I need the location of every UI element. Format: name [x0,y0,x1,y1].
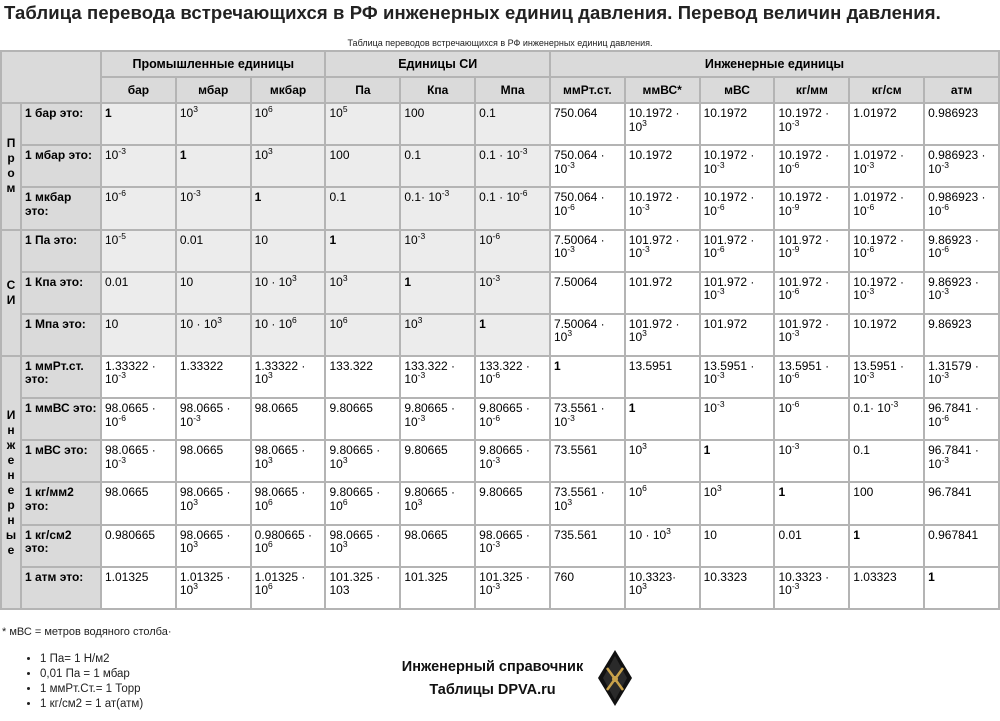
unit-header: бар [102,78,175,102]
table-cell: $101.972 \cdot 10^{-3}$ [701,273,774,313]
table-cell: 1 [775,483,848,523]
note-item: • 1 Па= 1 Н/м2 [40,652,143,667]
table-cell: $10.1972 \cdot 10^{-6}$ [701,188,774,228]
table-cell: $10 \cdot 10^3$ [177,315,250,355]
table-cell: 98.0665 [177,441,250,481]
table-cell: $10.1972 \cdot 10^{-3}$ [701,146,774,186]
table-cell: $0.1 \cdot 10^{-3}$ [476,146,549,186]
table-cell: $13.5951 \cdot 10^{-6}$ [775,357,848,397]
brand-block [370,656,615,702]
table-cell: 10 [102,315,175,355]
table-cell: $9.80665 \cdot 10^{-3}$ [401,399,474,439]
table-row [2,526,998,566]
table-cell: $10^{-6}$ [476,231,549,271]
table-cell: 1.33322 [177,357,250,397]
table-cell: $9.86923 \cdot 10^{-3}$ [925,273,998,313]
table-cell: $10 \cdot 10^3$ [626,526,699,566]
row-label: 1 бар это: [22,104,100,144]
unit-header: Мпа [476,78,549,102]
pressure-conversion-table [0,50,1000,610]
unit-header: Па [326,78,399,102]
table-cell: $133.322 \cdot 10^{-3}$ [401,357,474,397]
table-cell: 10 [252,231,325,271]
table-cell: $1.01972 \cdot 10^{-3}$ [850,146,923,186]
table-cell: 750.064 [551,104,624,144]
table-cell: 9.80665 [401,441,474,481]
row-label: 1 Мпа это: [22,315,100,355]
table-cell: 73.5561 [551,441,624,481]
table-cell: $10.3323\cdot 10^3$ [626,568,699,608]
table-cell: $0.986923 \cdot 10^{-6}$ [925,188,998,228]
table-cell: $10^6$ [326,315,399,355]
table-row [2,399,998,439]
table-cell: $10^{-5}$ [102,231,175,271]
table-cell: $10^3$ [252,146,325,186]
row-label: 1 Кпа это: [22,273,100,313]
table-cell: 0.01 [775,526,848,566]
table-cell: $0.980665 \cdot 10^6$ [252,526,325,566]
table-cell: 0.986923 [925,104,998,144]
table-cell: $98.0665 \cdot 10^3$ [326,526,399,566]
table-cell: 10.1972 [701,104,774,144]
unit-header-row [2,78,998,102]
row-label: 1 Па это: [22,231,100,271]
table-cell: $133.322 \cdot 10^{-6}$ [476,357,549,397]
table-cell: $10^3$ [701,483,774,523]
table-cell: $101.972 \cdot 10^{-9}$ [775,231,848,271]
page-title: Таблица перевода встречающихся в РФ инженерных единиц давления. Перевод величин давления. [4,2,941,23]
table-cell: $10^5$ [326,104,399,144]
table-cell: 10.3323 [701,568,774,608]
row-label: 1 ммРт.ст. это: [22,357,100,397]
table-cell: 10.1972 [626,146,699,186]
row-label: 1 мбар это: [22,146,100,186]
table-cell: 100 [850,483,923,523]
table-cell: 100 [326,146,399,186]
table-cell: 0.01 [102,273,175,313]
notes-list [22,652,143,712]
table-cell: 0.1 [326,188,399,228]
row-label: 1 атм это: [22,568,100,608]
group-header: Единицы СИ [326,52,548,76]
table-caption: Таблица переводов встречающихся в РФ инженерных единиц давления. [347,38,653,48]
unit-header: кг/мм [775,78,848,102]
table-cell: 1 [252,188,325,228]
table-cell: 10 [177,273,250,313]
table-cell: $9.80665 \cdot 10^6$ [326,483,399,523]
unit-header: Кпа [401,78,474,102]
note-item: • 0,01 Па = 1 мбар [40,667,143,682]
table-cell: $73.5561 \cdot 10^{-3}$ [551,399,624,439]
table-cell: $10.3323 \cdot 10^{-3}$ [775,568,848,608]
table-cell: $10.1972 \cdot 10^{-3}$ [775,104,848,144]
section-label: И н ж е н е р н ы е [2,357,20,608]
footnote: * мВС = метров водяного столба· [2,626,172,638]
table-cell: $1.31579 \cdot 10^{-3}$ [925,357,998,397]
table-row [2,357,998,397]
table-cell: 9.80665 [326,399,399,439]
table-cell: 1 [177,146,250,186]
table-cell: $98.0665 \cdot 10^3$ [177,483,250,523]
table-cell: 9.80665 [476,483,549,523]
section-label: С И [2,231,20,355]
table-row [2,146,998,186]
table-cell: $9.80665 \cdot 10^3$ [326,441,399,481]
table-row [2,315,998,355]
table-cell: $10^{-3}$ [177,188,250,228]
table-cell: $10^3$ [177,104,250,144]
table-cell: $750.064 \cdot 10^{-6}$ [551,188,624,228]
note-item: • 1 ммРт.Ст.= 1 Торр [40,682,143,697]
table-cell: $13.5951 \cdot 10^{-3}$ [850,357,923,397]
table-cell: $1.01325 \cdot 10^6$ [252,568,325,608]
table-cell: $101.325 \cdot 10^{-3}$ [476,568,549,608]
table-cell: 0.01 [177,231,250,271]
row-label: 1 мкбар это: [22,188,100,228]
table-cell: $101.972 \cdot 10^3$ [626,315,699,355]
unit-header: кг/см [850,78,923,102]
table-cell: $7.50064 \cdot 10^3$ [551,315,624,355]
table-row [2,188,998,228]
table-cell: $10.1972 \cdot 10^{-6}$ [775,146,848,186]
table-cell: $1.33322 \cdot 10^{-3}$ [102,357,175,397]
table-cell: $98.0665 \cdot 10^3$ [252,441,325,481]
table-cell: 1 [326,231,399,271]
table-cell: $73.5561 \cdot 10^3$ [551,483,624,523]
table-cell: 98.0665 [401,526,474,566]
table-cell: 1.03323 [850,568,923,608]
table-cell: $101.972 \cdot 10^{-6}$ [701,231,774,271]
table-cell: 101.325 [401,568,474,608]
table-cell: 0.1 [476,104,549,144]
unit-header: ммРт.ст. [551,78,624,102]
corner-cell [2,52,100,102]
table-cell: $10^6$ [626,483,699,523]
unit-header: мкбар [252,78,325,102]
table-cell: $98.0665 \cdot 10^{-3}$ [476,526,549,566]
table-cell: $101.972 \cdot 10^{-6}$ [775,273,848,313]
table-cell: $9.80665 \cdot 10^3$ [401,483,474,523]
dpva-logo-icon [598,650,632,706]
table-cell: 1 [102,104,175,144]
row-label: 1 мВС это: [22,441,100,481]
table-cell: 1 [476,315,549,355]
table-cell: 1 [626,399,699,439]
table-cell: 1 [401,273,474,313]
table-cell: $10^{-3}$ [401,231,474,271]
table-cell: $10^3$ [401,315,474,355]
brand-line-2: Таблицы DPVA.ru [429,682,556,698]
table-row [2,273,998,313]
table-cell: $101.972 \cdot 10^{-3}$ [775,315,848,355]
table-cell: $7.50064 \cdot 10^{-3}$ [551,231,624,271]
table-cell: $10 \cdot 10^6$ [252,315,325,355]
section-label: П р о м [2,104,20,228]
table-cell: $9.80665 \cdot 10^{-6}$ [476,399,549,439]
table-row [2,483,998,523]
unit-header: атм [925,78,998,102]
table-row [2,104,998,144]
table-cell: $10^{-3}$ [476,273,549,313]
table-row [2,441,998,481]
table-cell: 100 [401,104,474,144]
table-cell: $10^6$ [252,104,325,144]
row-label: 1 кг/см2 это: [22,526,100,566]
table-cell: 7.50064 [551,273,624,313]
table-cell: 1.01972 [850,104,923,144]
table-cell: 98.0665 [252,399,325,439]
note-item: • 1 кг/см2 = 1 ат(атм) [40,697,143,712]
table-row [2,231,998,271]
table-cell: 98.0665 [102,483,175,523]
table-cell: 101.972 [701,315,774,355]
table-cell: $750.064 \cdot 10^{-3}$ [551,146,624,186]
table-cell: $96.7841 \cdot 10^{-6}$ [925,399,998,439]
table-cell: $0.986923 \cdot 10^{-3}$ [925,146,998,186]
table-cell: $0.1 \cdot 10^{-6}$ [476,188,549,228]
table-cell: $10.1972 \cdot 10^{-6}$ [850,231,923,271]
table-cell: 1.01325 [102,568,175,608]
brand-line-1: Инженерный справочник [401,659,584,675]
unit-header: ммВС* [626,78,699,102]
table-cell: 10.1972 [850,315,923,355]
table-cell: $101.972 \cdot 10^{-3}$ [626,231,699,271]
table-cell: 1 [850,526,923,566]
table-cell: 760 [551,568,624,608]
table-cell: 735.561 [551,526,624,566]
table-row [2,568,998,608]
table-cell: 101.325 · 103 [326,568,399,608]
table-cell: 1 [701,441,774,481]
table-cell: 96.7841 [925,483,998,523]
table-cell: $10 \cdot 10^3$ [252,273,325,313]
table-cell: $9.80665 \cdot 10^{-3}$ [476,441,549,481]
table-cell: 0.967841 [925,526,998,566]
group-header: Инженерные единицы [551,52,998,76]
group-header: Промышленные единицы [102,52,324,76]
table-cell: $1.01972 \cdot 10^{-6}$ [850,188,923,228]
table-cell: $10.1972 \cdot 10^{-3}$ [626,188,699,228]
table-cell: $10.1972 \cdot 10^{-3}$ [850,273,923,313]
table-cell: $10^{-6}$ [775,399,848,439]
table-cell: 10 [701,526,774,566]
table-cell: 9.86923 [925,315,998,355]
table-cell: $98.0665 \cdot 10^{-3}$ [177,399,250,439]
group-header-row [2,52,998,76]
table-cell: 0.1 [401,146,474,186]
table-cell: 101.972 [626,273,699,313]
table-cell: $1.01325 \cdot 10^3$ [177,568,250,608]
table-cell: 13.5951 [626,357,699,397]
unit-header: мВС [701,78,774,102]
table-cell: $98.0665 \cdot 10^6$ [252,483,325,523]
table-cell: $10^{-3}$ [102,146,175,186]
table-cell: $10^{-6}$ [102,188,175,228]
table-cell: $10.1972 \cdot 10^{-9}$ [775,188,848,228]
table-cell: $10^{-3}$ [701,399,774,439]
table-cell: $96.7841 \cdot 10^{-3}$ [925,441,998,481]
table-cell: $10.1972 \cdot 10^3$ [626,104,699,144]
row-label: 1 кг/мм2 это: [22,483,100,523]
table-cell: $98.0665 \cdot 10^3$ [177,526,250,566]
table-cell: 1 [551,357,624,397]
table-cell: $0.1\cdot 10^{-3}$ [850,399,923,439]
table-cell: $13.5951 \cdot 10^{-3}$ [701,357,774,397]
table-cell: $98.0665 \cdot 10^{-6}$ [102,399,175,439]
table-cell: $1.33322 \cdot 10^3$ [252,357,325,397]
table-cell: $9.86923 \cdot 10^{-6}$ [925,231,998,271]
table-cell: 0.1 [850,441,923,481]
table-cell: 1 [925,568,998,608]
table-cell: $10^3$ [326,273,399,313]
table-cell: 0.980665 [102,526,175,566]
table-cell: $98.0665 \cdot 10^{-3}$ [102,441,175,481]
table-cell: 133.322 [326,357,399,397]
row-label: 1 ммВС это: [22,399,100,439]
table-cell: $0.1\cdot 10^{-3}$ [401,188,474,228]
table-cell: $10^3$ [626,441,699,481]
table-cell: $10^{-3}$ [775,441,848,481]
unit-header: мбар [177,78,250,102]
